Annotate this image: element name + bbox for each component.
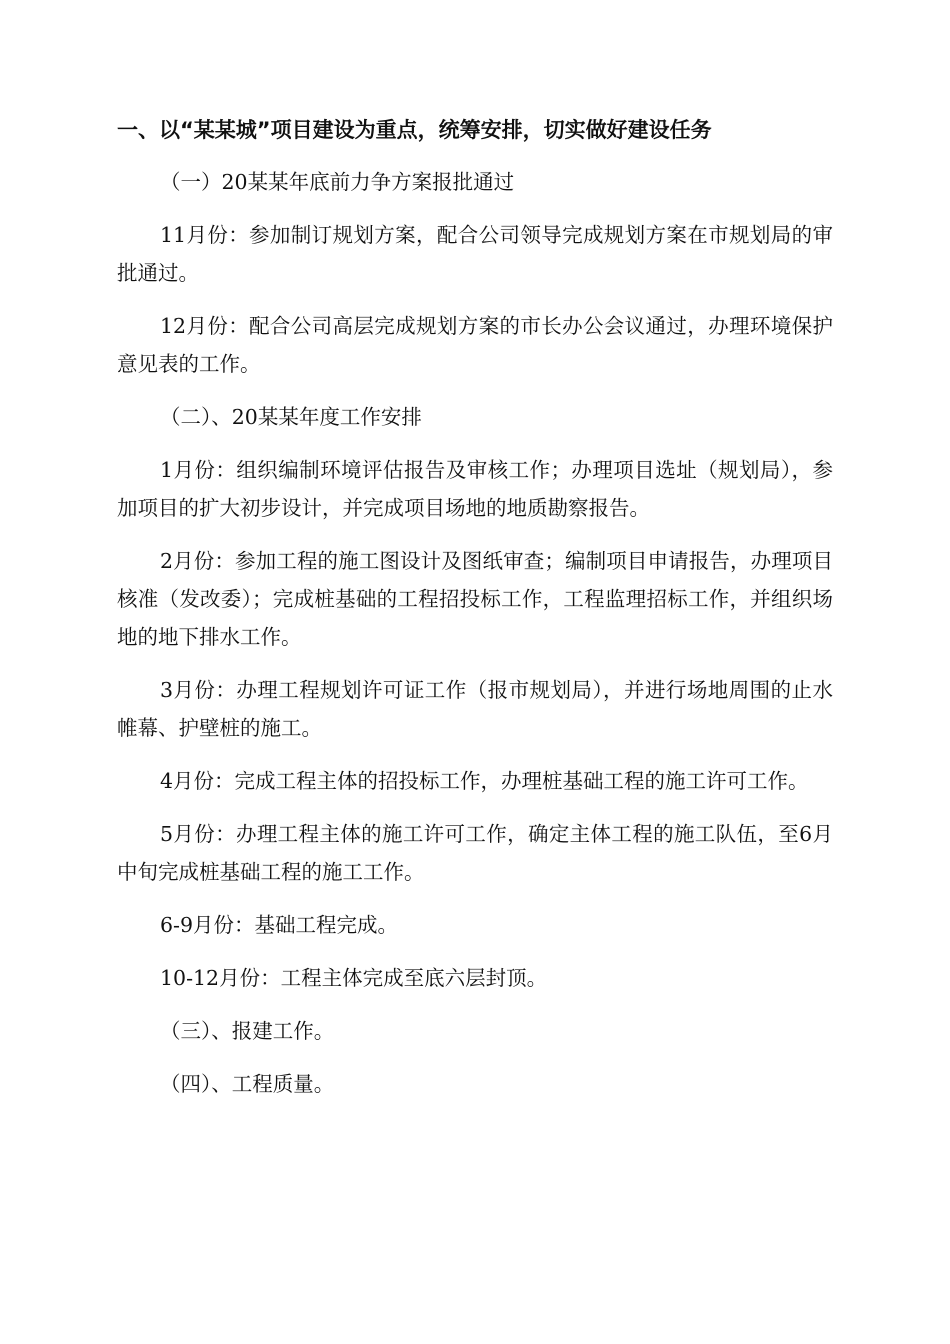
section-heading: 一、以“某某城”项目建设为重点，统筹安排，切实做好建设任务 bbox=[117, 118, 712, 142]
paragraph-march: 3月份：办理工程规划许可证工作（报市规划局），并进行场地周围的止水帷幕、护壁桩的施工。 bbox=[117, 678, 833, 740]
paragraph-october-december: 10-12月份：工程主体完成至底六层封顶。 bbox=[160, 966, 548, 990]
paragraph-february: 2月份：参加工程的施工图设计及图纸审查；编制项目申请报告，办理项目核准（发改委）；完成桩基础的工程招投标工作，工程监理招标工作，并组织场地的地下排水工作。 bbox=[117, 549, 833, 649]
paragraph-april: 4月份：完成工程主体的招投标工作，办理桩基础工程的施工许可工作。 bbox=[160, 769, 809, 793]
paragraph-may: 5月份：办理工程主体的施工许可工作，确定主体工程的施工队伍，至6月中旬完成桩基础工程的施工工作。 bbox=[117, 822, 833, 884]
subsection-title-3: （三）、报建工作。 bbox=[160, 1019, 335, 1043]
paragraph-november: 11月份：参加制订规划方案，配合公司领导完成规划方案在市规划局的审批通过。 bbox=[117, 223, 833, 285]
subsection-title-2: （二）、20某某年度工作安排 bbox=[160, 405, 422, 429]
paragraph-january: 1月份：组织编制环境评估报告及审核工作；办理项目选址（规划局），参加项目的扩大初步设计，并完成项目场地的地质勘察报告。 bbox=[117, 458, 833, 520]
paragraph-december: 12月份：配合公司高层完成规划方案的市长办公会议通过，办理环境保护意见表的工作。 bbox=[117, 314, 833, 376]
subsection-title-4: （四）、工程质量。 bbox=[160, 1072, 335, 1096]
subsection-title-1: （一）20某某年底前力争方案报批通过 bbox=[160, 170, 515, 194]
paragraph-june-september: 6-9月份：基础工程完成。 bbox=[160, 913, 399, 937]
document-body bbox=[117, 113, 833, 1118]
